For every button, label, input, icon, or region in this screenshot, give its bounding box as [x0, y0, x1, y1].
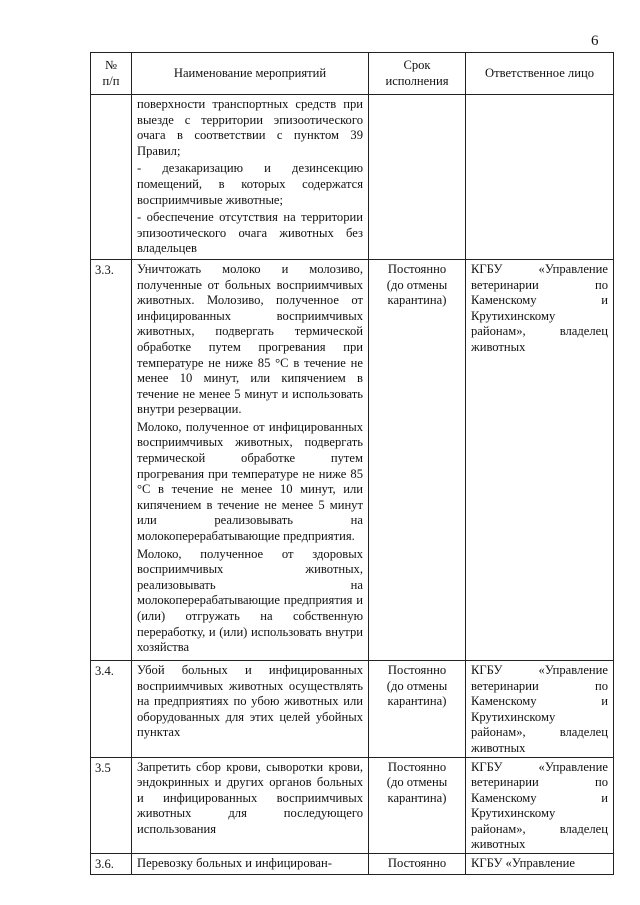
row-measure — [132, 854, 369, 875]
row-num: 3.3. — [91, 259, 132, 660]
table-row — [91, 660, 614, 757]
page-number: 6 — [591, 33, 599, 49]
row-term: Постоянно (до отмены карантина) — [369, 259, 466, 660]
row-num: 3.6. — [91, 854, 132, 875]
measure-paragraph: Запретить сбор крови, сыворотки крови, эндокринных и других органов больных и инфицированных восприимчивых животных для последующего использования — [137, 759, 363, 836]
measure-paragraph: - дезакаризацию и дезинсекцию помещений, в которых содержатся восприимчивые животные; — [137, 161, 363, 207]
row-term — [369, 95, 466, 260]
table-header-row — [91, 53, 614, 95]
measures-table — [90, 52, 614, 875]
row-responsible: КГБУ «Управление ветеринарии по Каменскому и Крутихинскому районам», владелец животных — [466, 660, 614, 757]
measure-paragraph: поверхности транспортных средств при выезде с территории эпизоотического очага в соответствии с пунктом 39 Правил; — [137, 97, 363, 158]
row-num: 3.4. — [91, 660, 132, 757]
row-responsible — [466, 95, 614, 260]
row-term: Постоянно (до отмены карантина) — [369, 660, 466, 757]
row-measure — [132, 757, 369, 854]
header-num: № п/п — [91, 53, 132, 95]
row-measure — [132, 95, 369, 260]
measure-paragraph: Молоко, полученное от инфицированных восприимчивых животных, подвергать термической обработке путем прогревания при температуре не ниже 85 °С в течение не менее 10 минут, или кипячением в течение не менее 5 минут или реализовывать на молокоперерабатывающие предприятия. — [137, 419, 363, 544]
row-num — [91, 95, 132, 260]
table-row — [91, 757, 614, 854]
row-term: Постоянно — [369, 854, 466, 875]
row-responsible: КГБУ «Управление ветеринарии по Каменскому и Крутихинскому районам», владелец животных — [466, 259, 614, 660]
table-row — [91, 95, 614, 260]
measure-paragraph: Молоко, полученное от здоровых восприимчивых животных, реализовывать на молокоперерабатывающие предприятия и (или) отгружать на собственную переработку, и (или) использовать внутри хозяйства — [137, 546, 363, 655]
measure-paragraph: - обеспечение отсутствия на территории эпизоотического очага животных без владельцев — [137, 210, 363, 256]
row-measure — [132, 660, 369, 757]
measure-paragraph: Уничтожать молоко и молозиво, полученные от больных восприимчивых животных. Молозиво, полученное от инфицированных восприимчивых животных, подвергать термической обработке путем прогревания при температуре не ниже 85 °С в течение не менее 10 минут, или кипячением в течение не менее 5 минут и использовать внутри резервации. — [137, 261, 363, 417]
row-responsible: КГБУ «Управление ветеринарии по Каменскому и Крутихинскому районам», владелец животных — [466, 757, 614, 854]
table-row — [91, 854, 614, 875]
row-term: Постоянно (до отмены карантина) — [369, 757, 466, 854]
measure-paragraph: Перевозку больных и инфицирован- — [137, 856, 332, 871]
measure-paragraph: Убой больных и инфицированных восприимчивых животных осуществлять на предприятиях по убою животных или оборудованных для этих целей убойных пунктах — [137, 662, 363, 740]
row-responsible: КГБУ «Управление — [466, 854, 614, 875]
header-name: Наименование мероприятий — [132, 53, 369, 95]
row-measure — [132, 259, 369, 660]
row-num: 3.5 — [91, 757, 132, 854]
table-row — [91, 259, 614, 660]
header-term: Срок исполнения — [369, 53, 466, 95]
header-responsible: Ответственное лицо — [466, 53, 614, 95]
